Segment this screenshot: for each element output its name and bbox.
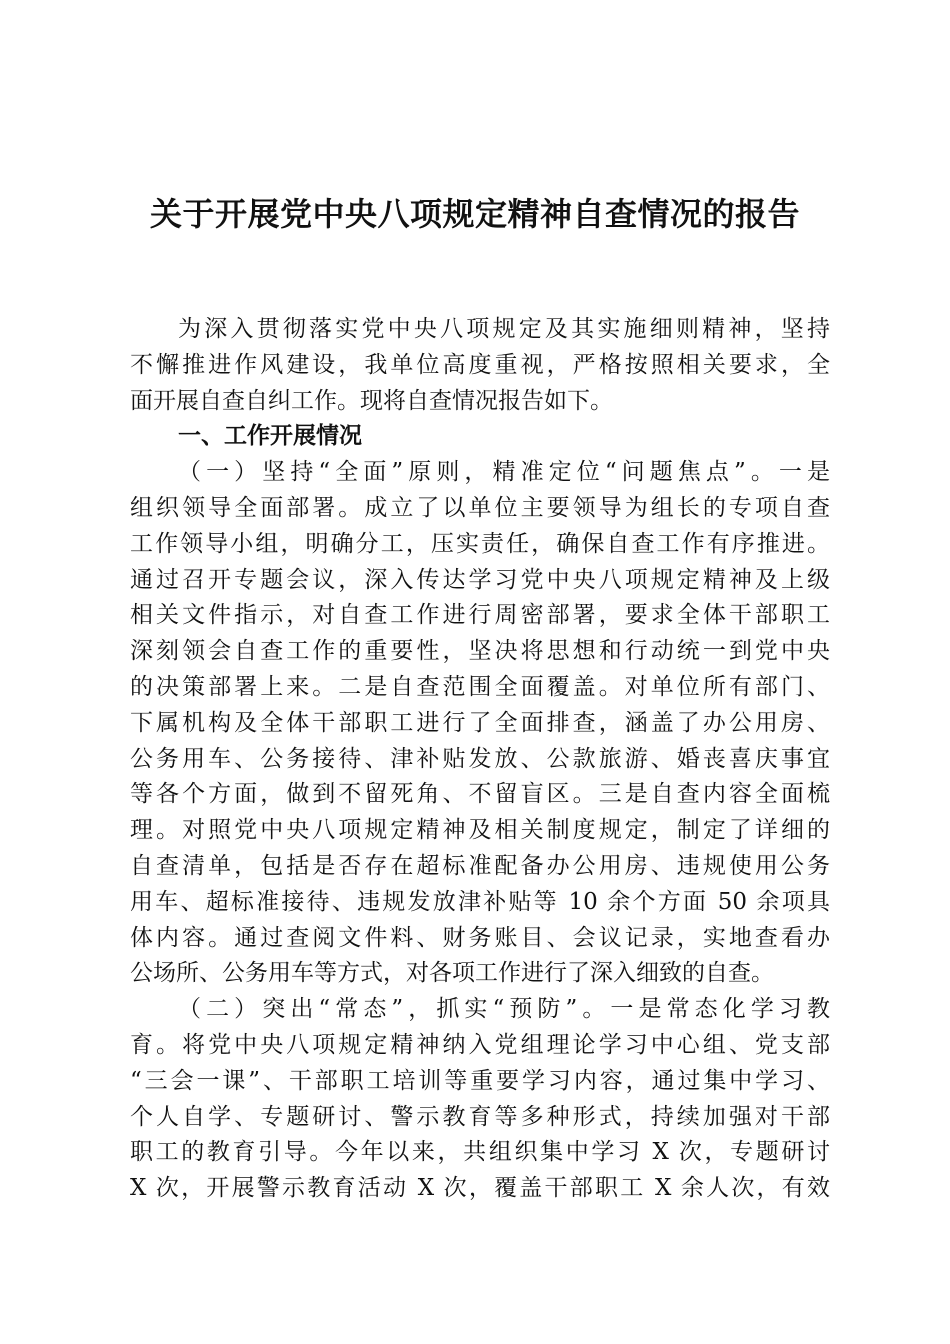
paragraph-line: 的决策部署上来。二是自查范围全面覆盖。对单位所有部门、	[130, 673, 830, 700]
paragraph-line: X 次，开展警示教育活动 X 次，覆盖干部职工 X 余人次，有效	[130, 1175, 830, 1202]
paragraph-line: 相关文件指示，对自查工作进行周密部署，要求全体干部职工	[130, 602, 830, 629]
paragraph-line: 体内容。通过查阅文件料、财务账目、会议记录，实地查看办	[130, 924, 830, 951]
paragraph-line: 不懈推进作风建设，我单位高度重视，严格按照相关要求，全	[130, 351, 830, 378]
paragraph-line: 公务用车、公务接待、津补贴发放、公款旅游、婚丧喜庆事宜	[130, 745, 830, 772]
paragraph-line: 个人自学、专题研讨、警示教育等多种形式，持续加强对干部	[130, 1103, 830, 1130]
paragraph-line: 等各个方面，做到不留死角、不留盲区。三是自查内容全面梳	[130, 781, 830, 808]
paragraph-line: 用车、超标准接待、违规发放津补贴等 10 余个方面 50 余项具	[130, 888, 830, 915]
paragraph-line: 面开展自查自纠工作。现将自查情况报告如下。	[130, 387, 613, 414]
paragraph-line: 通过召开专题会议，深入传达学习党中央八项规定精神及上级	[130, 566, 830, 593]
paragraph-line: 工作领导小组，明确分工，压实责任，确保自查工作有序推进。	[130, 530, 830, 557]
paragraph-line: 育。将党中央八项规定精神纳入党组理论学习中心组、党支部	[130, 1031, 830, 1058]
document-title: 关于开展党中央八项规定精神自查情况的报告	[149, 195, 800, 233]
paragraph-line: 理。对照党中央八项规定精神及相关制度规定，制定了详细的	[130, 817, 830, 844]
paragraph-line: 组织领导全面部署。成立了以单位主要领导为组长的专项自查	[130, 494, 830, 521]
paragraph-line: “三会一课”、干部职工培训等重要学习内容，通过集中学习、	[130, 1067, 830, 1094]
paragraph-line: 为深入贯彻落实党中央八项规定及其实施细则精神，坚持	[178, 316, 830, 342]
paragraph-line: （二）突出“常态”，抓实“预防”。一是常态化学习教	[178, 996, 830, 1023]
paragraph-line: 深刻领会自查工作的重要性，坚决将思想和行动统一到党中央	[130, 638, 830, 665]
section-heading: 一、工作开展情况	[178, 423, 362, 450]
paragraph-line: 职工的教育引导。今年以来，共组织集中学习 X 次，专题研讨	[130, 1139, 830, 1166]
paragraph-line: 公场所、公务用车等方式，对各项工作进行了深入细致的自查。	[130, 960, 774, 987]
paragraph-line: （一）坚持“全面”原则，精准定位“问题焦点”。一是	[178, 459, 830, 486]
paragraph-line: 下属机构及全体干部职工进行了全面排查，涵盖了办公用房、	[130, 709, 830, 736]
document-body	[130, 312, 830, 1207]
paragraph-line: 自查清单，包括是否存在超标准配备办公用房、违规使用公务	[130, 852, 830, 879]
